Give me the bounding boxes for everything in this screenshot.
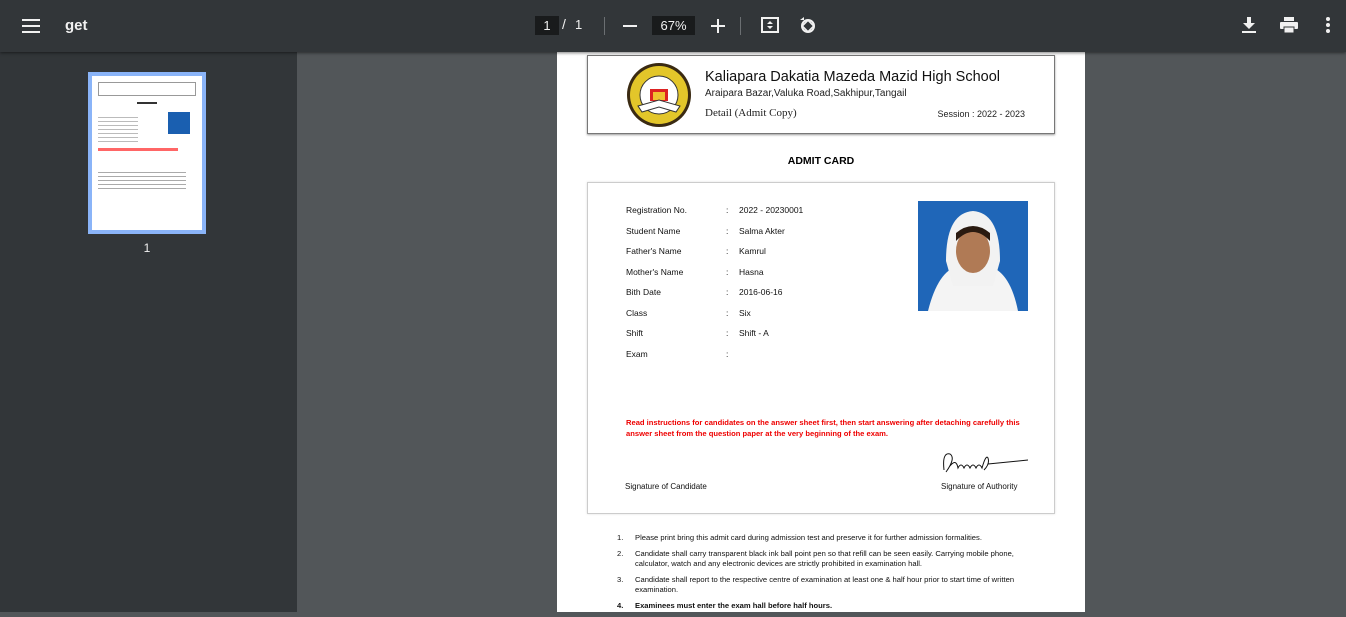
field-colon: :: [726, 246, 729, 256]
field-colon: :: [726, 287, 729, 297]
school-header: [587, 55, 1055, 134]
field-colon: :: [726, 266, 729, 277]
pdf-page: [557, 52, 1085, 612]
item-text: Candidate shall carry transparent black ink ball point pen so that refill can be seen easily. Carrying mobile phone, calculator, watch and any electronic devices are strictly prohibited in examination hall.: [635, 549, 1014, 568]
item-number: 1.: [617, 533, 624, 542]
instructions-list: [617, 533, 1017, 617]
field-value: 2022 - 20230001: [739, 205, 804, 215]
page-thumbnail[interactable]: [88, 72, 206, 234]
field-value: Six: [739, 307, 751, 318]
item-text: Candidate shall report to the respective centre of examination at least one & half hour prior to start time of written examination.: [635, 575, 1015, 594]
field-label: Exam: [626, 348, 648, 359]
field-value: Kamrul: [739, 246, 766, 256]
field-value: 2016-06-16: [739, 287, 783, 297]
instruction-item: [617, 533, 1017, 543]
instruction-item: [617, 549, 1017, 569]
field-label: Registration No.: [626, 205, 687, 215]
candidate-signature-label: Signature of Candidate: [625, 482, 707, 491]
school-name: Kaliapara Dakatia Mazeda Mazid High School: [705, 69, 1000, 85]
divider: [604, 17, 605, 35]
field-colon: :: [726, 307, 729, 318]
field-colon: :: [726, 225, 729, 236]
item-number: 2.: [617, 549, 624, 558]
zoom-out-icon[interactable]: [620, 15, 640, 37]
divider: [740, 17, 741, 35]
field-label: Mother's Name: [626, 266, 684, 277]
authority-signature-label: Signature of Authority: [941, 482, 1018, 491]
session: Session : 2022 - 2023: [937, 109, 1025, 119]
page-number-input[interactable]: 1: [535, 16, 559, 35]
field-label: Father's Name: [626, 246, 682, 256]
authority-signature: [938, 448, 1030, 483]
field-colon: :: [726, 328, 729, 338]
field-colon: :: [726, 348, 729, 359]
field-value: Hasna: [739, 266, 764, 277]
instruction-item: [617, 601, 1017, 611]
field-value: Salma Akter: [739, 225, 785, 236]
download-icon[interactable]: [1239, 14, 1259, 36]
school-address: Araipara Bazar,Valuka Road,Sakhipur,Tangail: [705, 88, 907, 99]
copy-type: Detail (Admit Copy): [705, 107, 797, 119]
zoom-in-icon[interactable]: [708, 15, 728, 37]
field-colon: :: [726, 205, 729, 215]
item-text: Examinees must enter the exam hall before half hours.: [635, 601, 833, 610]
pdf-toolbar: [0, 0, 1346, 52]
field-label: Bith Date: [626, 287, 661, 297]
more-options-icon[interactable]: [1318, 14, 1338, 36]
total-pages: 1: [575, 17, 583, 32]
school-logo: [626, 62, 692, 133]
field-label: Shift: [626, 328, 644, 338]
thumbnail-page-number: 1: [143, 241, 151, 255]
field-value: Shift - A: [739, 328, 769, 338]
fit-page-icon[interactable]: [759, 14, 781, 36]
document-title: get: [65, 17, 88, 34]
admit-card-heading: ADMIT CARD: [787, 155, 855, 167]
notice-text: Read instructions for candidates on the answer sheet first, then start answering after detaching carefully this answer sheet from the question paper at the very beginning of the exam.: [626, 418, 1020, 438]
field-label: Class: [626, 307, 648, 318]
field-label: Student Name: [626, 225, 681, 236]
instruction-item: [617, 575, 1017, 595]
item-number: 4.: [617, 601, 624, 610]
item-number: 3.: [617, 575, 624, 584]
print-icon[interactable]: [1278, 14, 1300, 36]
rotate-icon[interactable]: [796, 14, 818, 36]
page-separator: /: [562, 16, 566, 32]
item-text: Please print bring this admit card during admission test and preserve it for further admission formalities.: [635, 533, 982, 542]
student-photo: [918, 201, 1028, 311]
menu-icon[interactable]: [20, 15, 42, 37]
admit-card-body: [587, 182, 1055, 514]
zoom-input[interactable]: 67%: [652, 16, 695, 35]
